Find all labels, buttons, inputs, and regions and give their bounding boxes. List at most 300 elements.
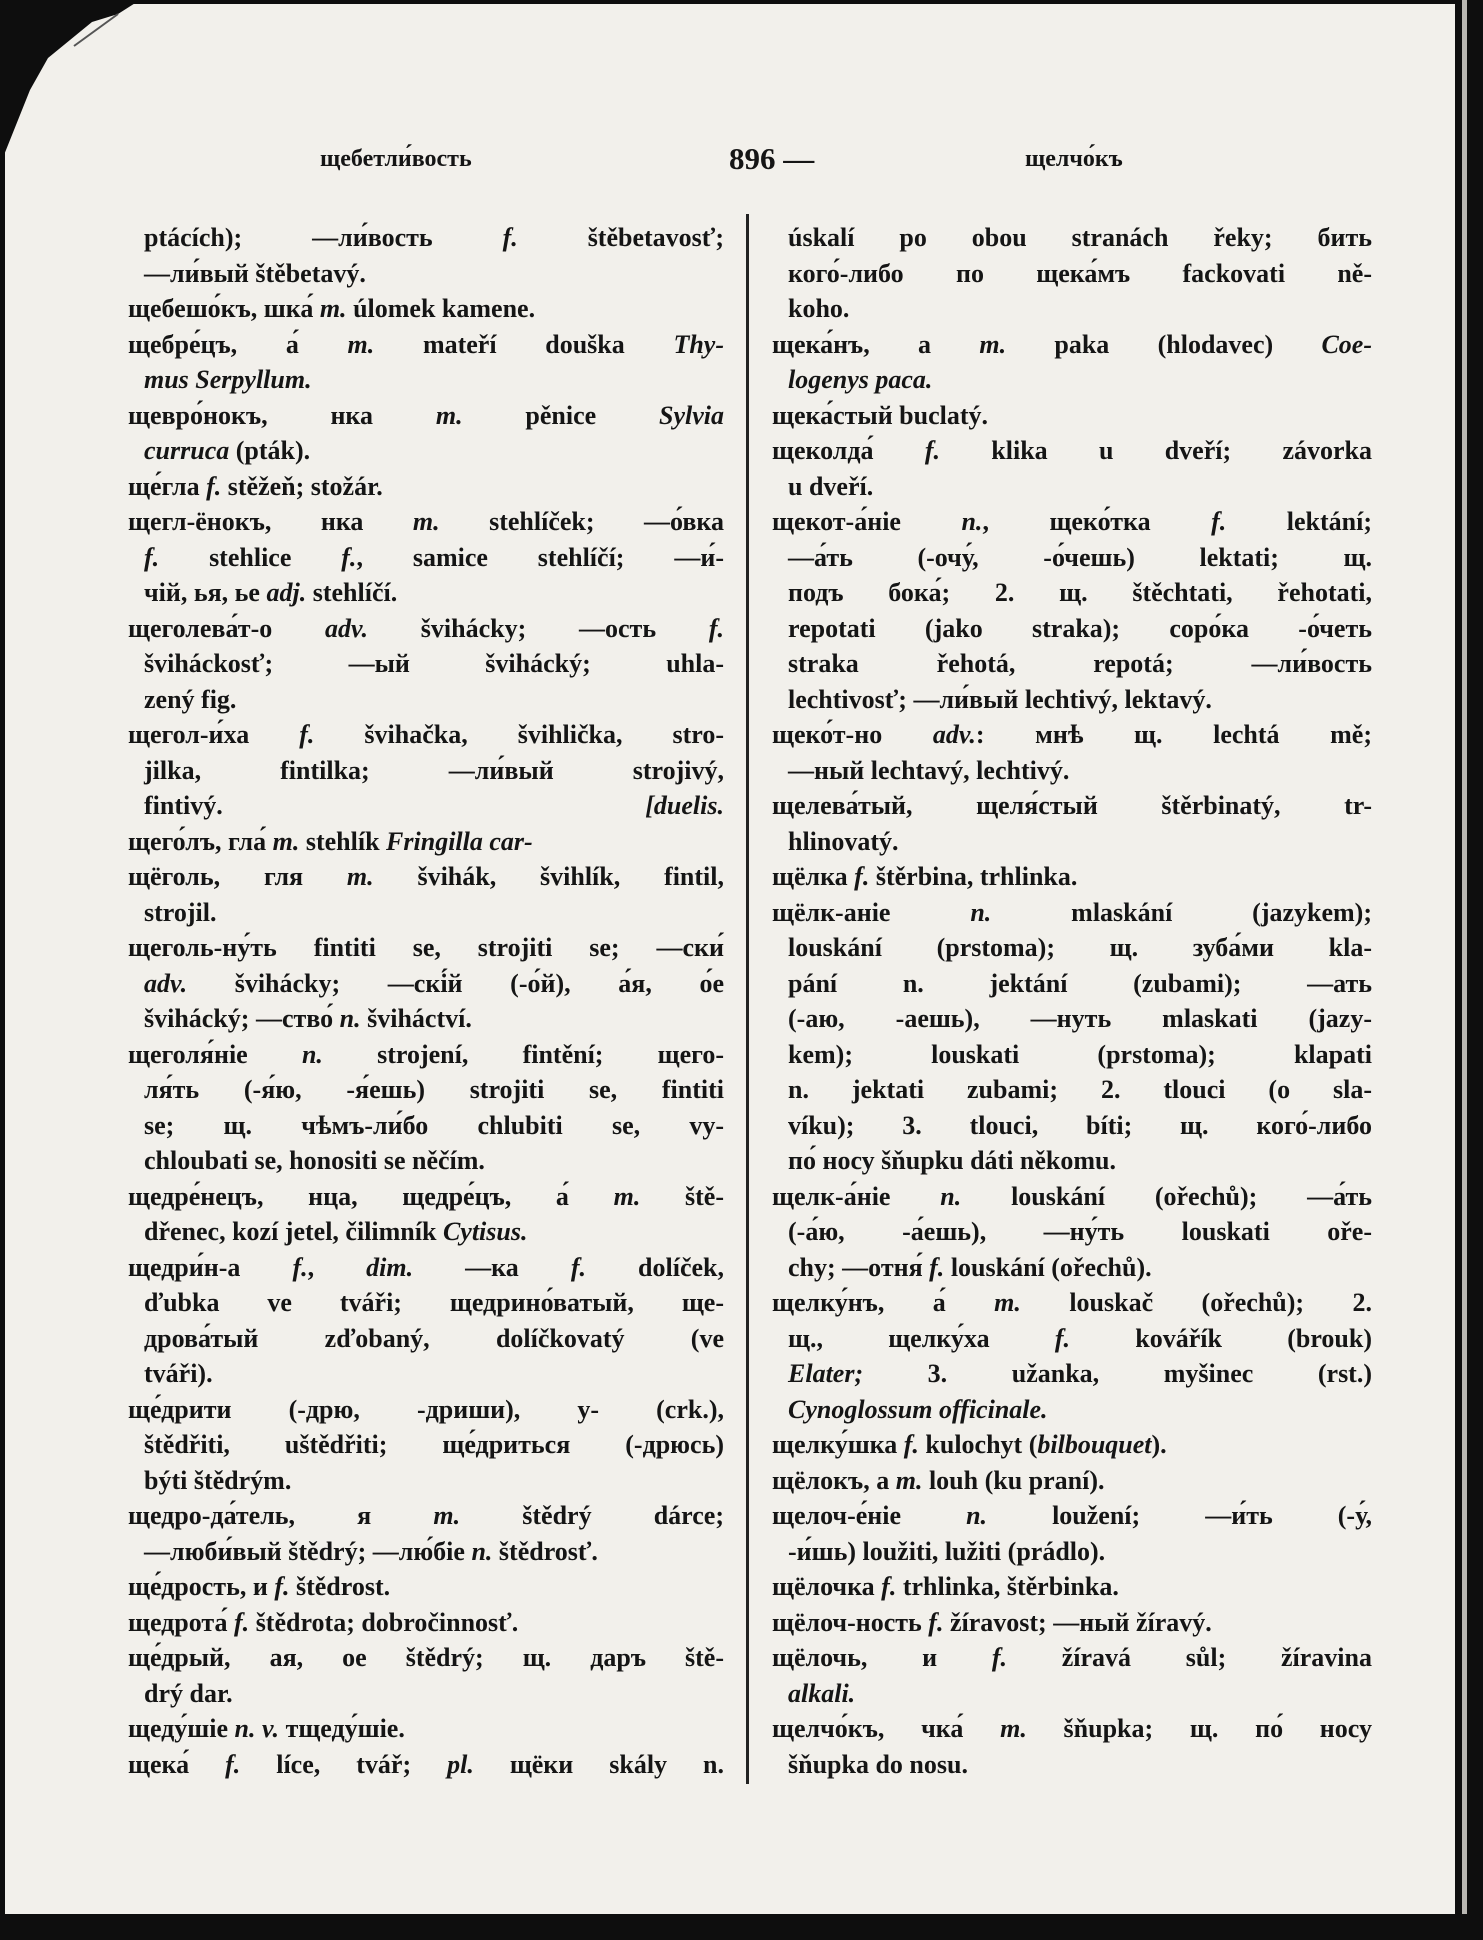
text-segment: štědrý dárce; [460, 1501, 724, 1530]
text-segment: щебре́цъ, а́ [128, 329, 348, 359]
dictionary-entry [128, 1250, 724, 1392]
entry-line [128, 575, 724, 611]
italic-segment: f. [292, 1252, 308, 1282]
text-segment: щелоч-е́ніе [772, 1501, 967, 1530]
scan-page-edge [1462, 0, 1467, 1940]
text-segment: žíravost; —ный žíravý. [943, 1607, 1212, 1637]
text-segment: švihačka, švihlička, stro- [314, 720, 724, 749]
text-segment: louskání (prstoma); щ. зуба́ми kla- [788, 933, 1372, 962]
dictionary-entry [128, 469, 724, 505]
entry-line [128, 930, 724, 966]
italic-segment: Elater; [788, 1359, 864, 1388]
italic-segment: f. [570, 1252, 586, 1282]
text-segment: щёлочка [772, 1572, 882, 1601]
entry-line [772, 1321, 1372, 1357]
entry-line [772, 824, 1372, 860]
italic-segment: f. [708, 613, 724, 643]
entry-line [128, 220, 724, 256]
italic-segment: m. [319, 294, 347, 323]
dictionary-entry [128, 327, 724, 398]
entry-line [128, 469, 724, 505]
entry-line [772, 1605, 1372, 1641]
text-segment: švihák, švihlík, fintil, [373, 862, 724, 891]
text-segment: щелева́тый, щеля́стый štěrbinatý, tr- [772, 791, 1372, 820]
text-segment: щёлка [772, 862, 855, 891]
entry-line [772, 1392, 1372, 1428]
text-segment: štědrost. [289, 1572, 391, 1601]
entry-line [128, 1534, 724, 1570]
italic-segment: m. [895, 1465, 923, 1495]
entry-line [128, 1250, 724, 1286]
entry-line [772, 717, 1372, 753]
text-segment: býti štědrým. [144, 1465, 292, 1495]
text-segment: stehlice [159, 542, 342, 572]
italic-segment: bilbouquet [1037, 1430, 1152, 1459]
text-segment: щелку́шка [772, 1430, 904, 1459]
entry-line [128, 682, 724, 718]
text-segment: ще́дрити (-дрю, -дриши), у- (crk.), [128, 1394, 724, 1424]
dictionary-entry [128, 1037, 724, 1179]
dictionary-entry [128, 824, 724, 860]
dictionary-entry [128, 1179, 724, 1250]
entry-line [772, 788, 1372, 824]
text-segment: lektání; [1226, 507, 1372, 536]
entry-line [128, 1463, 724, 1499]
entry-line [128, 1072, 724, 1108]
text-segment: úlomek kamene. [346, 294, 536, 323]
text-segment: (-а́ю, -а́ешь), —ну́ть louskati oře- [788, 1217, 1372, 1246]
dictionary-entry [772, 1285, 1372, 1427]
entry-line [772, 753, 1372, 789]
text-segment: щедро-да́тель, я [128, 1501, 434, 1530]
text-segment: —ный lechtavý, lechtivý. [788, 755, 1070, 785]
text-segment: pání n. jektání (zubami); —ать [788, 968, 1372, 998]
entry-line [772, 1463, 1372, 1499]
text-segment: stehlíčí. [306, 578, 398, 607]
text-segment: drý dar. [144, 1678, 233, 1708]
text-segment: ще́гла [128, 471, 207, 501]
entry-line [128, 291, 724, 327]
entry-line [128, 859, 724, 895]
italic-segment: adv. [144, 968, 188, 998]
italic-segment: f. [1211, 507, 1227, 536]
page-corner-fold [0, 0, 150, 170]
text-segment: ště- [640, 1181, 724, 1211]
italic-segment: n. [940, 1181, 962, 1211]
text-segment: pěnice [462, 400, 659, 430]
text-segment: щевро́нокъ, нка [128, 400, 436, 430]
entry-line [128, 1356, 724, 1392]
italic-segment: n. [966, 1501, 988, 1530]
entry-line [772, 611, 1372, 647]
italic-segment: m. [613, 1181, 641, 1211]
text-segment: щекот-а́ніе [772, 507, 962, 536]
italic-segment: m. [272, 826, 300, 856]
text-segment: louh (ku praní). [922, 1465, 1105, 1495]
text-segment: švihácký; —ство́ [144, 1004, 340, 1033]
text-segment: 3. užanka, myšinec (rst.) [863, 1359, 1372, 1388]
text-segment: louskání (ořechů). [944, 1252, 1152, 1282]
text-segment: щёголь, гля [128, 862, 347, 891]
text-segment: štěrbina, trhlinka. [869, 862, 1078, 891]
entry-line [128, 824, 724, 860]
italic-segment: m. [412, 507, 440, 536]
text-segment: щедрота́ [128, 1607, 235, 1637]
italic-segment: n. [471, 1536, 493, 1566]
text-segment: щегол-и́ха [128, 720, 300, 749]
text-segment: щёлк-аніе [772, 897, 971, 927]
dictionary-entry [128, 859, 724, 930]
text-segment: ще́дрый, ая, ое štědrý; щ. даръ ště- [128, 1643, 724, 1672]
entry-line [128, 1001, 724, 1037]
italic-segment: f. [854, 862, 870, 891]
text-segment: štědrota; dobročinnosť. [249, 1607, 519, 1637]
entry-line [772, 327, 1372, 363]
text-segment: -и́шь) loužiti, lužiti (prádlo). [788, 1536, 1106, 1566]
dictionary-entry [772, 220, 1372, 327]
entry-line [772, 1214, 1372, 1250]
entry-line [772, 291, 1372, 327]
dictionary-entry [772, 504, 1372, 717]
italic-segment: f. [274, 1572, 290, 1601]
text-segment: paka (hlodavec) [1006, 329, 1322, 359]
text-segment: klika u dveří; závorka [940, 436, 1372, 465]
italic-segment: m. [994, 1288, 1021, 1317]
text-segment: щека́ [128, 1749, 226, 1779]
dictionary-entry [772, 717, 1372, 788]
entry-line [772, 1001, 1372, 1037]
text-segment: koho. [788, 294, 850, 323]
dictionary-entry [128, 504, 724, 611]
dictionary-entry [128, 398, 724, 469]
italic-segment: Cytisus. [442, 1217, 528, 1246]
entry-line [128, 1498, 724, 1534]
text-segment: louskání (ořechů); —а́ть [961, 1181, 1372, 1211]
text-segment: lechtivosť; —ли́вый lechtivý, lektavý. [788, 684, 1212, 714]
text-segment: щёлокъ, а [772, 1465, 896, 1495]
text-segment: mateří douška [374, 329, 674, 359]
entry-line [772, 1143, 1372, 1179]
italic-segment: f. [502, 223, 518, 252]
text-segment: úskalí po obou stranách řeky; бить [788, 223, 1372, 252]
dictionary-entry [128, 717, 724, 824]
entry-line [128, 646, 724, 682]
text-segment: , щеко́тка [982, 507, 1212, 536]
italic-segment: Fringilla car- [386, 826, 533, 856]
dictionary-entry [128, 930, 724, 1037]
text-segment: щелк-а́ніе [772, 1181, 941, 1211]
italic-segment: f. [881, 1572, 897, 1601]
italic-segment: adj. [266, 578, 307, 607]
text-segment: straka řehotá, repotá; —ли́вость [788, 649, 1372, 678]
text-segment: strojení, fintění; щего- [322, 1039, 724, 1069]
running-head-right: щелчо́къ [1025, 146, 1123, 172]
italic-segment: n. v. [234, 1714, 280, 1743]
entry-line [128, 433, 724, 469]
dictionary-entry [772, 1427, 1372, 1463]
text-segment: zený fig. [144, 684, 237, 714]
text-segment: stehlíček; —о́вка [439, 507, 724, 536]
dictionary-entry [128, 611, 724, 718]
italic-segment: m. [435, 400, 463, 430]
entry-line [772, 930, 1372, 966]
text-segment: švihácky; —скі́й (-о́й), а́я, о́е [187, 968, 724, 998]
text-segment: —люби́вый štědrý; —лю́біе [144, 1536, 472, 1566]
entry-line [772, 256, 1372, 292]
entry-line [128, 1108, 724, 1144]
italic-segment: dim. [366, 1252, 414, 1282]
entry-line [772, 1250, 1372, 1286]
italic-segment: Thy- [673, 329, 724, 359]
text-segment: щеко́т-но [772, 720, 933, 749]
entry-line [128, 1747, 724, 1783]
text-segment: —ли́вый štěbetavý. [144, 258, 366, 288]
text-segment: щеголева́т-о [128, 613, 325, 643]
entry-line [772, 1072, 1372, 1108]
text-segment: stehlík [299, 826, 387, 856]
text-segment: ). [1151, 1430, 1167, 1459]
text-segment: chy; —отня́ [788, 1252, 930, 1282]
entry-line [128, 1285, 724, 1321]
italic-segment: pl. [447, 1749, 474, 1779]
italic-segment: f. [341, 542, 357, 572]
text-segment: (pták). [229, 436, 311, 465]
text-segment: hlinovatý. [788, 826, 899, 856]
dictionary-entry [772, 433, 1372, 504]
entry-line [772, 1427, 1372, 1463]
italic-segment: f. [144, 542, 160, 572]
dictionary-entry [772, 1179, 1372, 1286]
text-segment: štědřiti, uštědřiti; ще́дриться (-дрюсь) [144, 1430, 724, 1459]
dictionary-entry [772, 1498, 1372, 1569]
text-segment: dřenec, kozí jetel, čilimník [144, 1217, 443, 1246]
italic-segment: f. [206, 471, 222, 501]
text-segment: щеголя́ніе [128, 1039, 302, 1069]
entry-line [128, 788, 724, 824]
text-segment: se; щ. чѣмъ-ли́бо chlubiti se, vy- [144, 1110, 724, 1140]
entry-line [772, 1711, 1372, 1747]
entry-line [128, 1711, 724, 1747]
scan-border-bottom [0, 1914, 1483, 1940]
text-segment: ще́дрость, и [128, 1572, 275, 1601]
text-segment: : мнѣ щ. lechtá mě; [975, 720, 1372, 749]
entry-line [772, 966, 1372, 1002]
right-column [772, 220, 1372, 1782]
page-number: 896 — [729, 141, 815, 176]
entry-line [128, 1037, 724, 1073]
text-segment: , samice stehlíčí; —и́- [356, 542, 724, 572]
entry-line [772, 1037, 1372, 1073]
italic-segment: f. [299, 720, 315, 749]
entry-line [128, 1427, 724, 1463]
text-segment: stěžeň; stožár. [221, 471, 383, 501]
text-segment: ptácích); —ли́вость [144, 223, 503, 252]
entry-line [772, 220, 1372, 256]
italic-segment: f. [929, 1252, 945, 1282]
text-segment: strojil. [144, 897, 217, 927]
running-head-left: щебетли́вость [320, 146, 472, 172]
entry-line [772, 1640, 1372, 1676]
text-segment: щёки skály n. [473, 1749, 724, 1779]
italic-segment: Sylvia [659, 400, 724, 430]
text-segment: щего́лъ, гла́ [128, 826, 273, 856]
italic-segment: f. [234, 1607, 250, 1637]
entry-line [128, 895, 724, 931]
left-column [128, 220, 724, 1782]
text-segment: šňupka; щ. по́ носу [1026, 1714, 1372, 1743]
entry-line [772, 1108, 1372, 1144]
text-segment: кого́-либо по щека́мъ fackovati ně- [788, 258, 1372, 288]
entry-line [772, 469, 1372, 505]
italic-segment: curruca [144, 436, 230, 465]
text-segment: n. jektati zubami; 2. tlouci (o sla- [788, 1075, 1372, 1104]
entry-line [772, 1285, 1372, 1321]
entry-line [772, 1534, 1372, 1570]
dictionary-entry [128, 1605, 724, 1641]
dictionary-entry [772, 1711, 1372, 1782]
italic-segment: f. [928, 1607, 944, 1637]
text-segment: fintivý. [144, 791, 223, 820]
italic-segment: adv. [932, 720, 976, 749]
italic-segment: n. [339, 1004, 361, 1033]
entry-line [772, 682, 1372, 718]
text-segment: щека́стый buclatý. [772, 400, 989, 430]
italic-segment: m. [1000, 1714, 1027, 1743]
dictionary-entry [772, 859, 1372, 895]
scan-border-left [0, 0, 5, 1940]
text-segment: líce, tvář; [240, 1749, 448, 1779]
entry-line [128, 1143, 724, 1179]
text-segment: u dveří. [788, 471, 874, 501]
entry-line [128, 1179, 724, 1215]
text-segment: mlaskání (jazykem); [991, 897, 1372, 927]
entry-line [772, 433, 1372, 469]
entry-line [128, 966, 724, 1002]
text-segment: тщеду́шіе. [279, 1714, 405, 1743]
italic-segment: m. [433, 1501, 461, 1530]
italic-segment: Coe- [1321, 329, 1372, 359]
text-segment: щеголь-ну́ть fintiti se, strojiti se; —ски́ [128, 933, 724, 962]
scan-border-top [0, 0, 1483, 4]
text-segment: щёлочь, и [772, 1643, 992, 1672]
entry-line [128, 717, 724, 753]
text-segment: chloubati se, honositi se něčím. [144, 1146, 485, 1175]
entry-line [772, 504, 1372, 540]
italic-segment: adv. [324, 613, 369, 643]
text-segment: чій, ья, ье [144, 578, 267, 607]
text-segment: švihácky; —ость [368, 613, 709, 643]
dictionary-entry [128, 1711, 724, 1747]
italic-segment: f. [903, 1430, 919, 1459]
text-segment: šviháctví. [360, 1004, 472, 1033]
entry-line [772, 1498, 1372, 1534]
dictionary-entry [128, 1569, 724, 1605]
italic-segment: n. [970, 897, 992, 927]
italic-segment: f. [924, 436, 940, 465]
italic-segment: mus Serpyllum. [144, 365, 312, 394]
text-segment: kulochyt ( [918, 1430, 1038, 1459]
text-segment: kovářík (brouk) [1070, 1323, 1372, 1353]
text-segment: štědrosť. [492, 1536, 598, 1566]
italic-segment: f. [225, 1749, 241, 1779]
text-segment: —ка [413, 1252, 571, 1282]
dictionary-entry [772, 327, 1372, 398]
entry-line [128, 1321, 724, 1357]
text-segment: víku); 3. tlouci, bíti; щ. кого́-либо [788, 1110, 1372, 1140]
entry-line [772, 398, 1372, 434]
dictionary-entry [772, 1569, 1372, 1605]
text-segment: щелчо́къ, чка́ [772, 1714, 1001, 1743]
italic-segment: n. [301, 1039, 323, 1069]
italic-segment: m. [979, 329, 1007, 359]
text-segment: jilka, fintilka; —ли́вый strojivý, [144, 755, 724, 785]
column-divider [746, 214, 749, 1784]
dictionary-entry [128, 1747, 724, 1783]
entry-line [772, 895, 1372, 931]
text-segment: ля́ть (-я́ю, -я́ешь) strojiti se, fintiti [144, 1075, 724, 1104]
text-segment: по́ носу šňupku dáti někomu. [788, 1146, 1116, 1175]
text-segment: подъ бока́; 2. щ. štěchtati, řehotati, [788, 578, 1372, 607]
italic-segment: logenys paca. [788, 365, 933, 394]
text-segment: щедри́н-а [128, 1252, 293, 1282]
entry-line [128, 327, 724, 363]
entry-line [772, 1356, 1372, 1392]
italic-segment: n. [961, 507, 983, 536]
dictionary-entry [772, 1640, 1372, 1711]
text-segment: louskač (ořechů); 2. [1020, 1288, 1372, 1317]
entry-line [128, 1214, 724, 1250]
entry-line [128, 1640, 724, 1676]
entry-line [772, 1747, 1372, 1783]
text-segment: щ., щелку́ха [788, 1323, 1055, 1353]
text-segment: щёлоч-ность [772, 1607, 929, 1637]
dictionary-entry [772, 788, 1372, 859]
dictionary-entry [128, 1392, 724, 1499]
text-segment: —а́ть (-очу́, -о́чешь) lektati; щ. [788, 542, 1372, 572]
entry-line [128, 611, 724, 647]
entry-line [772, 540, 1372, 576]
text-segment: , [307, 1252, 367, 1282]
entry-line [128, 1605, 724, 1641]
italic-segment: m. [347, 329, 375, 359]
italic-segment: f. [991, 1643, 1007, 1672]
dictionary-entry [772, 1463, 1372, 1499]
dictionary-entry [128, 291, 724, 327]
text-segment: щека́нъ, а [772, 329, 980, 359]
italic-segment: f. [1054, 1323, 1071, 1353]
text-segment: šviháckosť; —ый švihácký; uhla- [144, 649, 724, 678]
text-segment: loužení; —и́ть (-у́, [987, 1501, 1372, 1530]
entry-line [772, 1676, 1372, 1712]
entry-line [772, 1569, 1372, 1605]
text-segment: щегл-ёнокъ, нка [128, 507, 413, 536]
text-segment: дрова́тый zďobaný, dolíčkovatý (ve [144, 1323, 724, 1353]
text-segment: kem); louskati (prstoma); klapati [788, 1039, 1372, 1069]
text-segment: щелку́нъ, а́ [772, 1288, 995, 1317]
text-segment: trhlinka, štěrbinka. [896, 1572, 1119, 1601]
text-segment: щедре́нецъ, нца, щедре́цъ, а́ [128, 1181, 614, 1211]
text-segment: šňupka do nosu. [788, 1749, 968, 1779]
entry-line [128, 753, 724, 789]
dictionary-entry [772, 1605, 1372, 1641]
text-segment: щеколда́ [772, 436, 925, 465]
text-segment: repotati (jako straka); соро́ка -о́четь [788, 613, 1372, 643]
text-segment: štěbetavosť; [517, 223, 724, 252]
text-segment: щеду́шіе [128, 1714, 235, 1743]
text-segment: tváři). [144, 1359, 213, 1388]
italic-segment: Cynoglossum officinale. [788, 1394, 1048, 1424]
entry-line [128, 1392, 724, 1428]
